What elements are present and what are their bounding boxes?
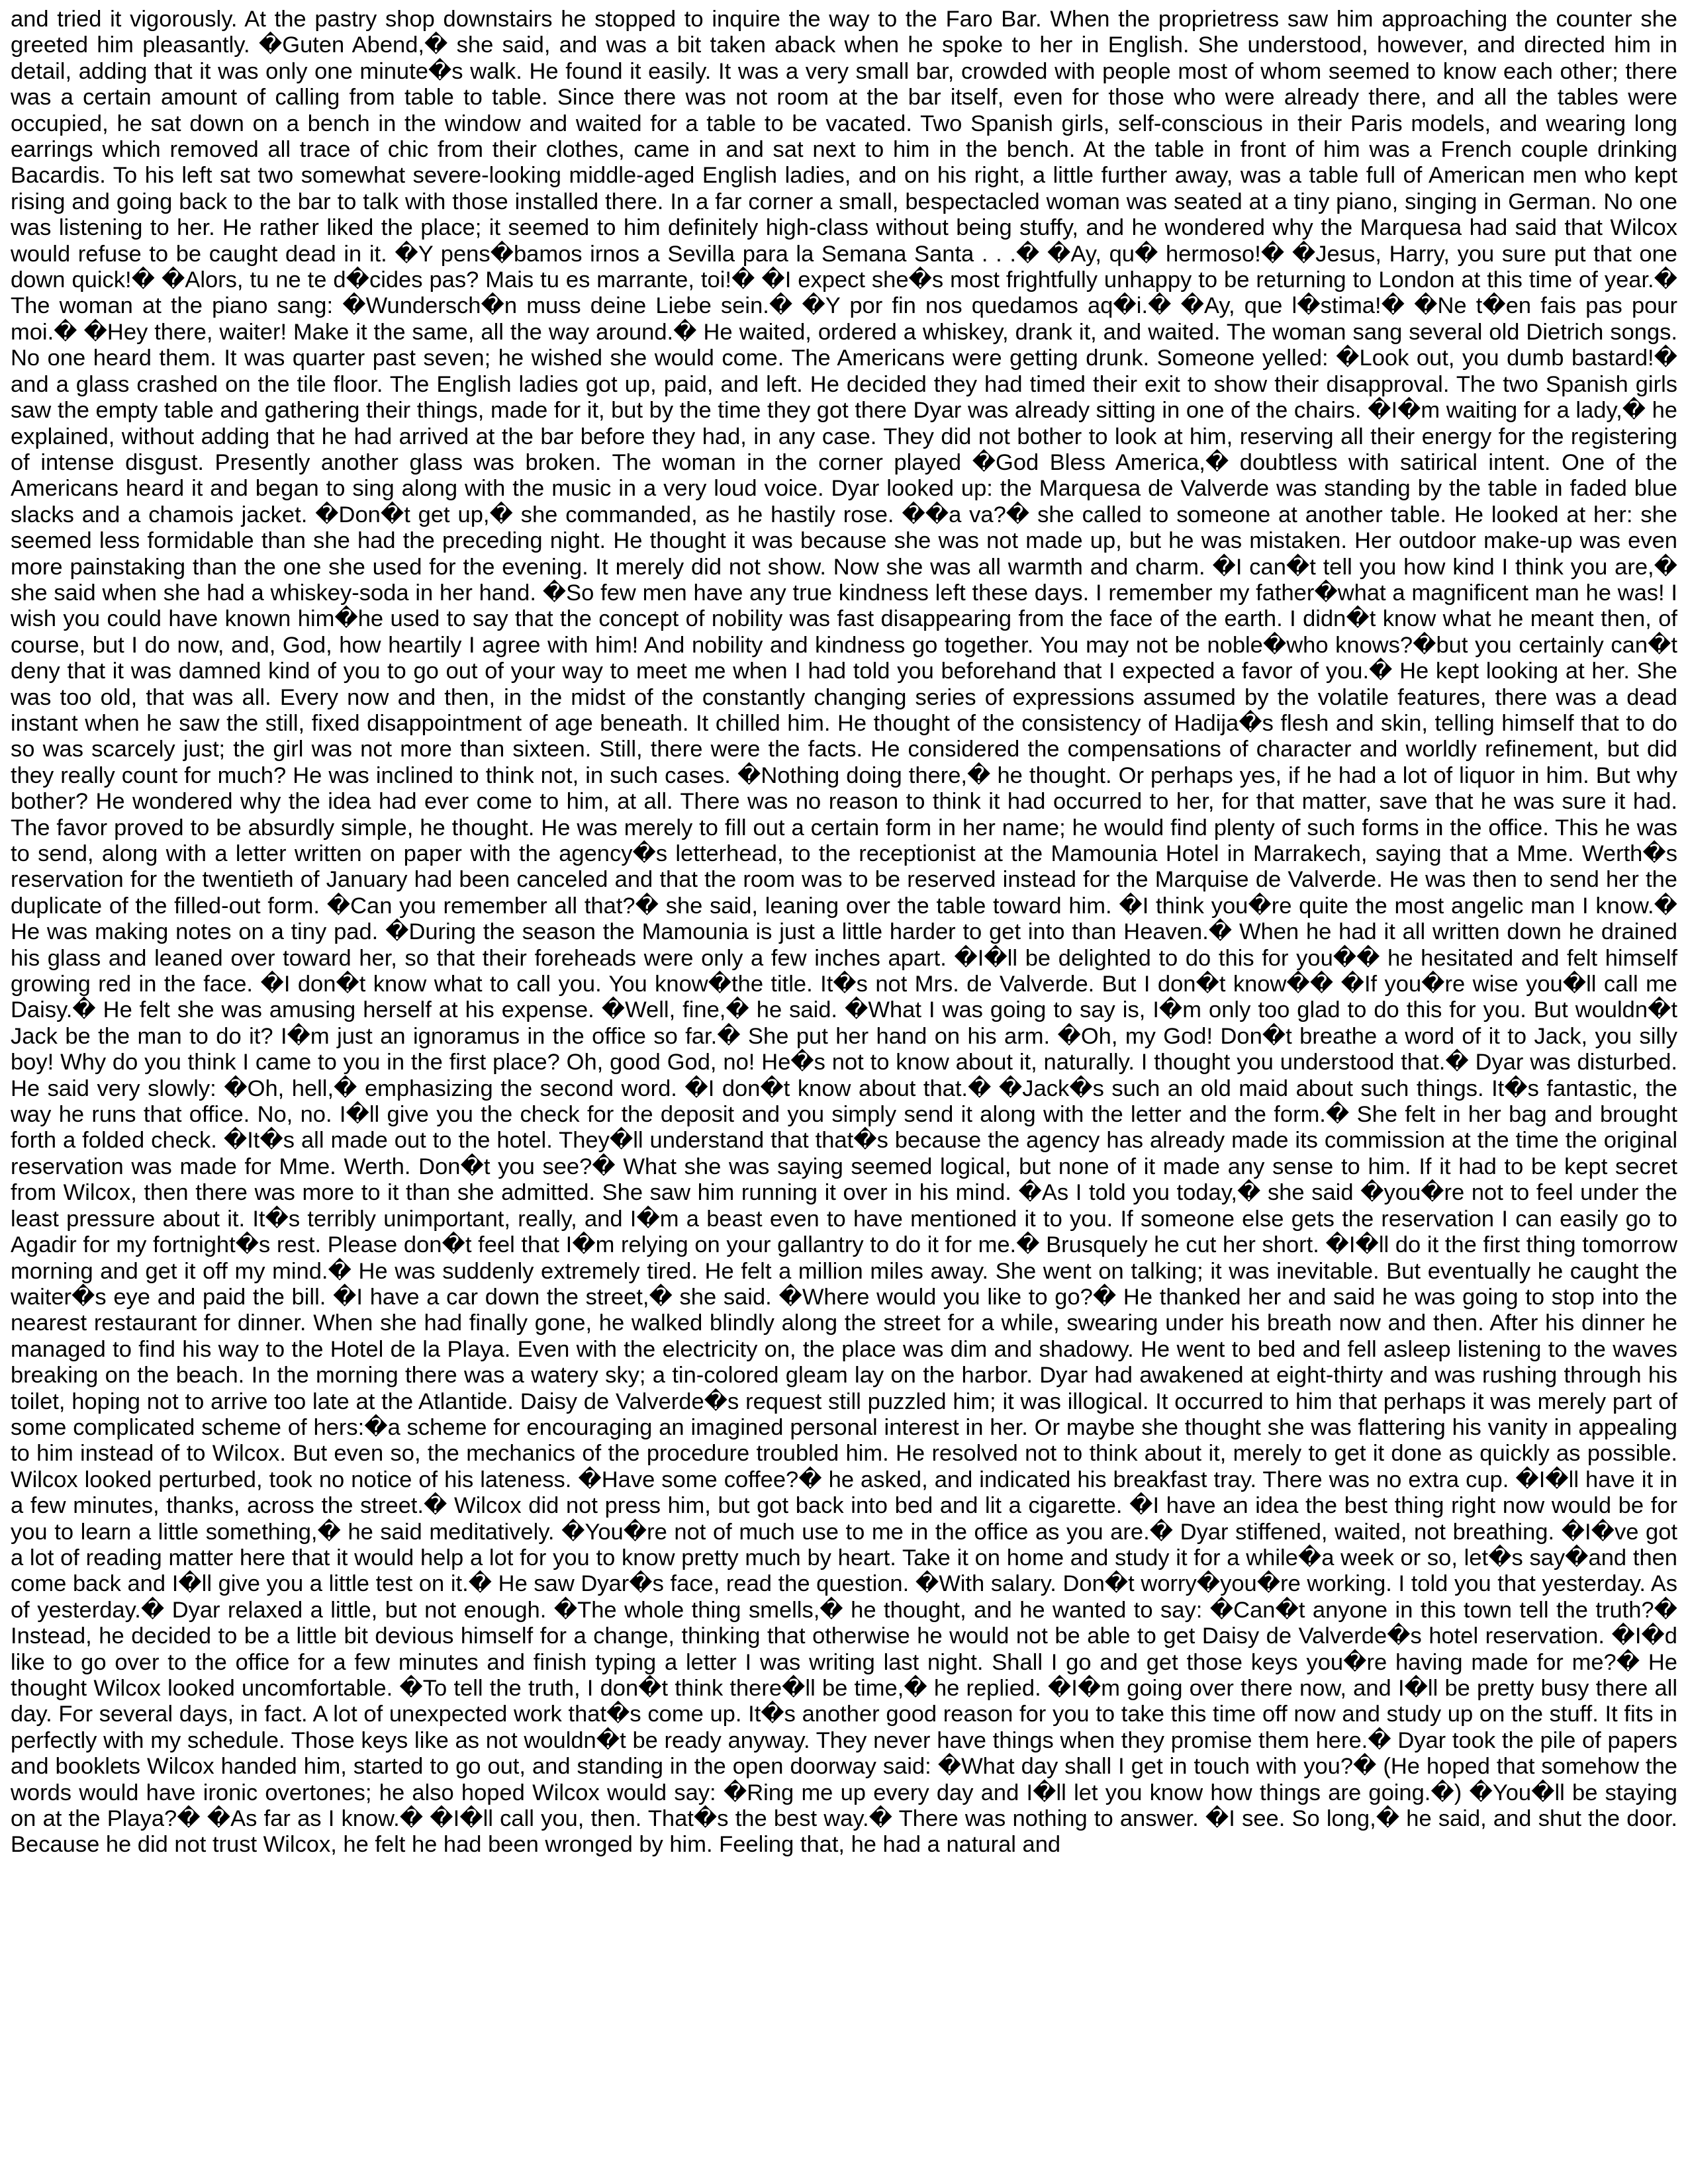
body-text: and tried it vigorously. At the pastry shop downstairs he stopped to inquire the way to the Faro Bar. When the proprietress saw him approaching the counter she greeted him pleasantly. �Guten Abend,� she said, and was a bit taken aback when he spoke to her in English. She understood, however, and directed him in detail, adding that it was only one minute�s walk. He found it easily. It was a very small bar, crowded with people most of whom seemed to know each other; there was a certain amount of calling from table to table. Since there was not room at the bar itself, even for those who were already there, and all the tables were occupied, he sat down on a bench in the window and waited for a table to be vacated. Two Spanish girls, self-conscious in their Paris models, and wearing long earrings which removed all trace of chic from their clothes, came in and sat next to him in the bench. At the table in front of him was a French couple drinking Bacardis. To his left sat two somewhat severe-looking middle-aged English ladies, and on his right, a little further away, was a table full of American men who kept rising and going back to the bar to talk with those installed there. In a far corner a small, bespectacled woman was seated at a tiny piano, singing in German. No one was listening to her. He rather liked the place; it seemed to him definitely high-class without being stuffy, and he wondered why the Marquesa had said that Wilcox would refuse to be caught dead in it. �Y pens�bamos irnos a Sevilla para la Semana Santa . . .� �Ay, qu� hermoso!� �Jesus, Harry, you sure put that one down quick!� �Alors, tu ne te d�cides pas? Mais tu es marrante, toi!� �I expect she�s most frightfully unhappy to be returning to London at this time of year.� The woman at the piano sang: �Wundersch�n muss deine Liebe sein.� �Y por fin nos quedamos aq�i.� �Ay, que l�stima!� �Ne t�en fais pas pour moi.� �Hey there, waiter! Make it the same, all the way around.� He waited, ordered a whiskey, drank it, and waited. The woman sang several old Dietrich songs. No one heard them. It was quarter past seven; he wished she would come. The Americans were getting drunk. Someone yelled: �Look out, you dumb bastard!� and a glass crashed on the tile floor. The English ladies got up, paid, and left. He decided they had timed their exit to show their disapproval. The two Spanish girls saw the empty table and gathering their things, made for it, but by the time they got there Dyar was already sitting in one of the chairs. �I�m waiting for a lady,� he explained, without adding that he had arrived at the bar before they had, in any case. They did not bother to look at him, reserving all their energy for the registering of intense disgust. Presently another glass was broken. The woman in the corner played �God Bless America,� doubtless with satirical intent. One of the Americans heard it and began to sing along with the music in a very loud voice. Dyar looked up: the Marquesa de Valverde was standing by the table in faded blue slacks and a chamois jacket. �Don�t get up,� she commanded, as he hastily rose. ��a va?� she called to someone at another table. He looked at her: she seemed less formidable than she had the preceding night. He thought it was because she was not made up, but he was mistaken. Her outdoor make-up was even more painstaking than the one she used for the evening. It merely did not show. Now she was all warmth and charm. �I can�t tell you how kind I think you are,� she said when she had a whiskey-soda in her hand. �So few men have any true kindness left these days. I remember my father�what a magnificent man he was! I wish you could have known him�he used to say that the concept of nobility was fast disappearing from the face of the earth. I didn�t know what he meant then, of course, but I do now, and, God, how heartily I agree with him! And nobility and kindness go together. You may not be noble�who knows?�but you certainly can�t deny that it was damned kind of you to go out of your way to meet me when I had told you beforehand that I expected a favor of you.� He kept looking at her. She was too old, that was all. Every now and then, in the midst of the constantly changing series of expressions assumed by the volatile features, there was a dead instant when he saw the still, fixed disappointment of age beneath. It chilled him. He thought of the consistency of Hadija�s flesh and skin, telling himself that to do so was scarcely just; the girl was not more than sixteen. Still, there were the facts. He considered the compensations of character and worldly refinement, but did they really count for much? He was inclined to think not, in such cases. �Nothing doing there,� he thought. Or perhaps yes, if he had a lot of liquor in him. But why bother? He wondered why the idea had ever come to him, at all. There was no reason to think it had occurred to her, for that matter, save that he was sure it had. The favor proved to be absurdly simple, he thought. He was merely to fill out a certain form in her name; he would find plenty of such forms in the office. This he was to send, along with a letter written on paper with the agency�s letterhead, to the receptionist at the Mamounia Hotel in Marrakech, saying that a Mme. Werth�s reservation for the twentieth of January had been canceled and that the room was to be reserved instead for the Marquise de Valverde. He was then to send her the duplicate of the filled-out form. �Can you remember all that?� she said, leaning over the table toward him. �I think you�re quite the most angelic man I know.� He was making notes on a tiny pad. �During the season the Mamounia is just a little harder to get into than Heaven.� When he had it all written down he drained his glass and leaned over toward her, so that their foreheads were only a few inches apart. �I�ll be delighted to do this for you�� he hesitated and felt himself growing red in the face. �I don�t know what to call you. You know�the title. It�s not Mrs. de Valverde. But I don�t know�� �If you�re wise you�ll call me Daisy.� He felt she was amusing herself at his expense. �Well, fine,� he said. �What I was going to say is, I�m only too glad to do this for you. But wouldn�t Jack be the man to do it? I�m just an ignoramus in the office so far.� She put her hand on his arm. �Oh, my God! Don�t breathe a word of it to Jack, you silly boy! Why do you think I came to you in the first place? Oh, good God, no! He�s not to know about it, naturally. I thought you understood that.� Dyar was disturbed. He said very slowly: �Oh, hell,� emphasizing the second word. �I don�t know about that.� �Jack�s such an old maid about such things. It�s fantastic, the way he runs that office. No, no. I�ll give you the check for the deposit and you simply send it along with the letter and the form.� She felt in her bag and brought forth a folded check. �It�s all made out to the hotel. They�ll understand that that�s because the agency has already made its commission at the time the original reservation was made for Mme. Werth. Don�t you see?� What she was saying seemed logical, but none of it made any sense to him. If it had to be kept secret from Wilcox, then there was more to it than she admitted. She saw him running it over in his mind. �As I told you today,� she said �you�re not to feel under the least pressure about it. It�s terribly unimportant, really, and I�m a beast even to have mentioned it to you. If someone else gets the reservation I can easily go to Agadir for my fortnight�s rest. Please don�t feel that I�m relying on your gallantry to do it for me.� Brusquely he cut her short. �I�ll do it the first thing tomorrow morning and get it off my mind.� He was suddenly extremely tired. He felt a million miles away. She went on talking; it was inevitable. But eventually he caught the waiter�s eye and paid the bill. �I have a car down the street,� she said. �Where would you like to go?� He thanked her and said he was going to stop into the nearest restaurant for dinner. When she had finally gone, he walked blindly along the street for a while, swearing under his breath now and then. After his dinner he managed to find his way to the Hotel de la Playa. Even with the electricity on, the place was dim and shadowy. He went to bed and fell asleep listening to the waves breaking on the beach. In the morning there was a watery sky; a tin-colored gleam lay on the harbor. Dyar had awakened at eight-thirty and was rushing through his toilet, hoping not to arrive too late at the Atlantide. Daisy de Valverde�s request still puzzled him; it was illogical. It occurred to him that perhaps it was merely part of some complicated scheme of hers:�a scheme for encouraging an imagined personal interest in her. Or maybe she thought she was flattering his vanity in appealing to him instead of to Wilcox. But even so, the mechanics of the procedure troubled him. He resolved not to think about it, merely to get it done as quickly as possible. Wilcox looked perturbed, took no notice of his lateness. �Have some coffee?� he asked, and indicated his breakfast tray. There was no extra cup. �I�ll have it in a few minutes, thanks, across the street.� Wilcox did not press him, but got back into bed and lit a cigarette. �I have an idea the best thing right now would be for you to learn a little something,� he said meditatively. �You�re not of much use to me in the office as you are.� Dyar stiffened, waited, not breathing. �I�ve got a lot of reading matter here that it would help a lot for you to know pretty much by heart. Take it on home and study it for a while�a week or so, let�s say�and then come back and I�ll give you a little test on it.� He saw Dyar�s face, read the question. �With salary. Don�t worry�you�re working. I told you that yesterday. As of yesterday.� Dyar relaxed a little, but not enough. �The whole thing smells,� he thought, and he wanted to say: �Can�t anyone in this town tell the truth?� Instead, he decided to be a little bit devious himself for a change, thinking that otherwise he would not be able to get Daisy de Valverde�s hotel reservation. �I�d like to go over to the office for a few minutes and finish typing a letter I was writing last night. Shall I go and get those keys you�re having made for me?� He thought Wilcox looked uncomfortable. �To tell the truth, I don�t think there�ll be time,� he replied. �I�m going over there now, and I�ll be pretty busy there all day. For several days, in fact. A lot of unexpected work that�s come up. It�s another good reason for you to take this time off now and study up on the stuff. It fits in perfectly with my schedule. Those keys like as not wouldn�t be ready anyway. They never have things when they promise them here.� Dyar took the pile of papers and booklets Wilcox handed him, started to go out, and standing in the open doorway said: �What day shall I get in touch with you?� (He hoped that somehow the words would have ironic overtones; he also hoped Wilcox would say: �Ring me up every day and I�ll let you know how things are going.�) �You�ll be staying on at the Playa?� �As far as I know.� �I�ll call you, then. That�s the best way.� There was nothing to answer. �I see. So long,� he said, and shut the door. Because he did not trust Wilcox, he felt he had been wronged by him. Feeling that, he had a natural and	[11, 7, 1677, 1858]
